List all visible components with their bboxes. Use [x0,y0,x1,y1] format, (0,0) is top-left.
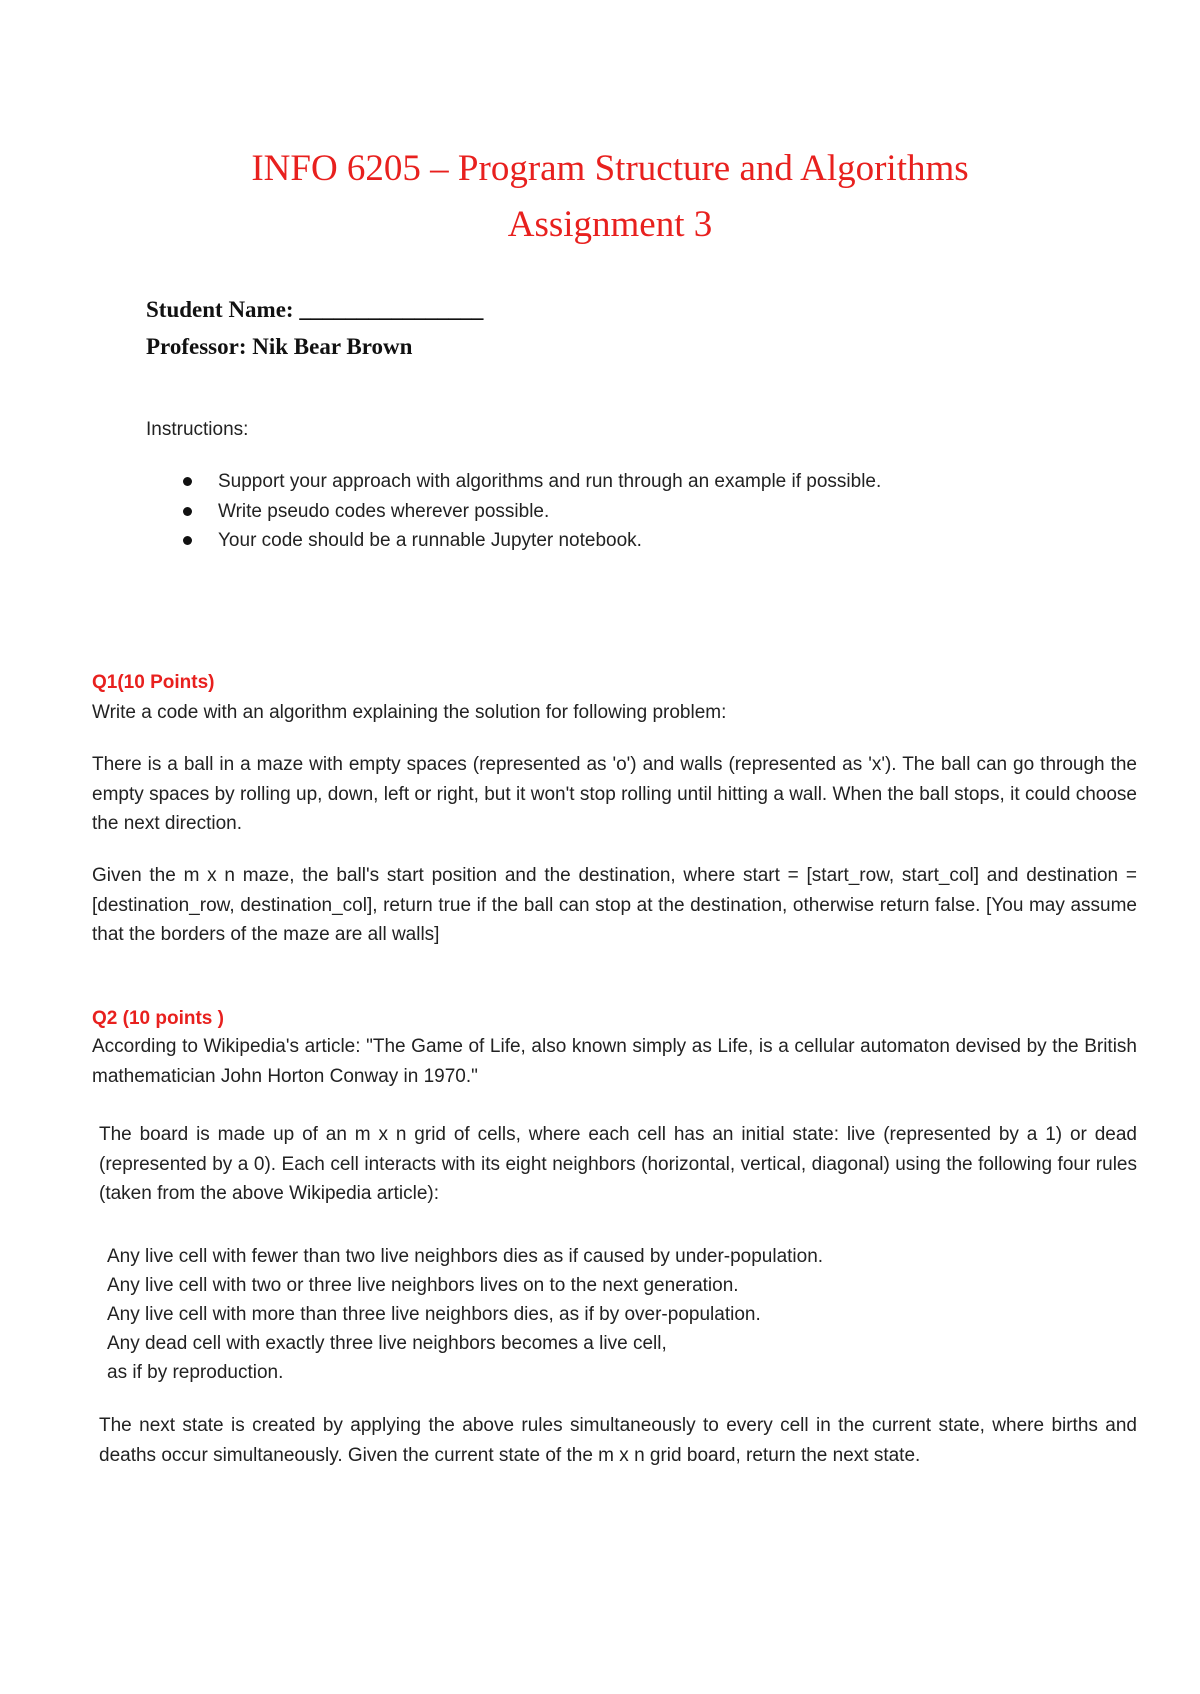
rule-item: as if by reproduction. [107,1362,284,1383]
q2-paragraph-1: The board is made up of an m x n grid of cells, where each cell has an initial state: live (represented by a 1) or dead (represented by a 0). Each cell interacts with its eight neighbors (horizontal, vertical, diagonal) using the following four rules (taken from the above Wikipedia article): [99,1124,1137,1204]
list-item [183,502,881,532]
assignment-subtitle: Assignment 3 [507,204,713,245]
rule-item: Any live cell with two or three live neighbors lives on to the next generation. [107,1275,739,1296]
q2-heading: Q2 (10 points ) [92,1008,224,1029]
professor-name: Professor: Nik Bear Brown [146,334,413,359]
list-item-text: Write pseudo codes wherever possible. [218,500,550,522]
rule-item: Any live cell with more than three live neighbors dies, as if by over-population. [107,1304,761,1325]
q1-intro: Write a code with an algorithm explaining the solution for following problem: [92,702,727,723]
list-item-text: Support your approach with algorithms and run through an example if possible. [218,471,882,492]
bullet-icon [183,477,192,486]
q1-paragraph-2: Given the m x n maze, the ball's start position and the destination, where start = [start_row, start_col] and destination = [destination_row, destination_col], return true if the ball can stop at the destination, otherwise return false. [You may assume that the borders of the maze are all walls] [92,865,1137,945]
bullet-icon [183,536,192,545]
q2-paragraph-2: The next state is created by applying the above rules simultaneously to every cell in the current state, where births and deaths occur simultaneously. Given the current state of the m x n grid board, return the next state. [99,1415,1137,1466]
rule-item: Any live cell with fewer than two live neighbors dies as if caused by under-population. [107,1246,824,1267]
q1-heading: Q1(10 Points) [92,672,215,693]
q1-paragraph-1: There is a ball in a maze with empty spaces (represented as 'o') and walls (represented as 'x'). The ball can go through the empty spaces by rolling up, down, left or right, but it won't stop rolling until hitting a wall. When the ball stops, it could choose the next direction. [92,754,1137,834]
list-item-text: Your code should be a runnable Jupyter notebook. [218,530,642,551]
student-name-field: Student Name: ________________ [146,297,484,322]
instructions-label: Instructions: [146,419,249,440]
list-item [183,531,881,561]
instructions-list [183,472,881,561]
q2-intro: According to Wikipedia's article: "The Game of Life, also known simply as Life, is a cellular automaton devised by the British mathematician John Horton Conway in 1970." [92,1036,1137,1087]
rule-item: Any dead cell with exactly three live neighbors becomes a live cell, [107,1333,667,1354]
document-title: INFO 6205 – Program Structure and Algorithms [251,148,969,189]
bullet-icon [183,507,192,516]
list-item [183,472,881,502]
